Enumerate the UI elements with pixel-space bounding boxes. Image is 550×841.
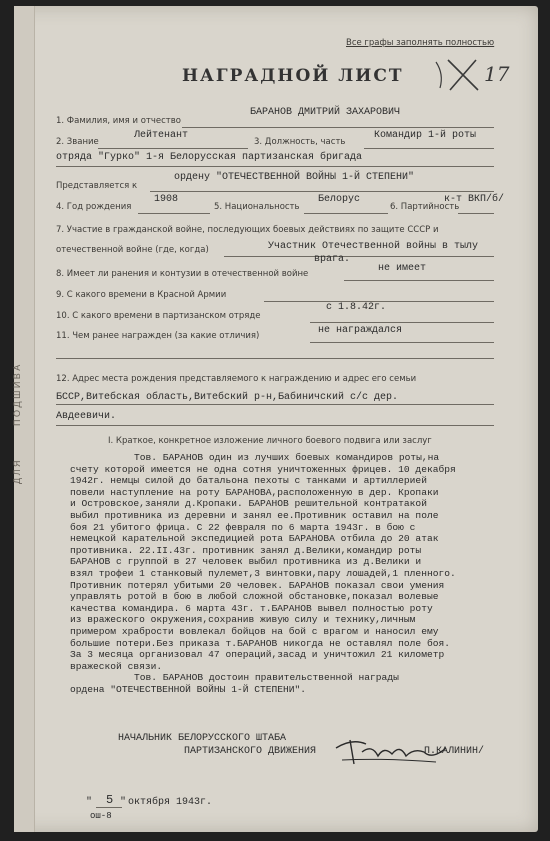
field-value-wounds: не имеет — [378, 263, 427, 274]
field-label-rank: 2. Звание — [56, 137, 99, 147]
field-label-party: 6. Партийность — [390, 202, 460, 212]
margin-vertical-text: П О Д Ш И В А — [12, 364, 22, 426]
field-label-address: 12. Адрес места рождения представляемого к награждению и адрес его семьи — [56, 374, 417, 384]
field-value-address-cont: Авдеевичи. — [56, 411, 117, 422]
field-label-prior-awards: 11. Чем ранее награжден (за какие отличия) — [56, 331, 260, 341]
feat-description — [70, 452, 540, 695]
body-line: Тов. БАРАНОВ достоин правительственной награды — [134, 672, 399, 684]
field-label-nationality: 5. Национальность — [214, 202, 300, 212]
field-value-party: к-т ВКП/б/ — [444, 194, 505, 205]
body-line: вражеской связи. — [70, 660, 163, 672]
body-line: из вражеского окружения,сохранив живую силу и технику,личным — [70, 614, 416, 626]
document-code: ош-8 — [90, 811, 112, 821]
field-value-award: ордену "ОТЕЧЕСТВЕННОЙ ВОЙНЫ 1-Й СТЕПЕНИ" — [174, 172, 415, 183]
field-value-war-participation-cont: врага. — [314, 254, 351, 265]
signature-title-line1: НАЧАЛЬНИК БЕЛОРУССКОГО ШТАБА — [118, 733, 287, 744]
date-quote-close: " — [120, 797, 127, 808]
body-line: выбил противника из деревни и занял ее.Противник оставил на поле — [70, 509, 439, 521]
field-value-partisan-since: с 1.8.42г. — [326, 302, 387, 313]
page-title: НАГРАДНОЙ ЛИСТ — [182, 66, 404, 86]
handwritten-number: 17 — [484, 62, 510, 86]
field-label-war-where: отечественной войне (где, когда) — [56, 245, 209, 255]
body-line: повели наступление на роту БАРАНОВА,расположенную в дер. Кропаки — [70, 486, 439, 498]
field-value-nationality: Белорус — [318, 194, 361, 205]
body-line: БАРАНОВ с группой в 27 человек выбил противника из д.Велики и — [70, 556, 422, 568]
body-line: немецкой карательной экспедицией рота БАРАНОВА отбила до 20 атак — [70, 533, 439, 545]
body-line: счету которой имеется не одна сотня уничтоженных фрицев. 10 декабря — [70, 463, 456, 475]
field-value-unit: отряда "Гурко" 1-я Белорусская партизанская бригада — [56, 152, 363, 163]
section-title: I. Краткое, конкретное изложение личного боевого подвига или заслуг — [108, 436, 432, 446]
body-line: управлять ротой в бою в любой сложной обстановке,показал волевые — [70, 591, 439, 603]
field-label-partisan-since: 10. С какого времени в партизанском отряде — [56, 311, 261, 321]
fill-all-note: Все графы заполнять полностью — [346, 38, 495, 48]
body-line: противника. 22.II.43г. противник занял д.Велики,командир роты — [70, 544, 422, 556]
date-day: 5 — [106, 793, 114, 807]
field-label-wounds: 8. Имеет ли ранения и контузии в отечественной войне — [56, 269, 309, 279]
field-value-position: Командир 1-й роты — [374, 130, 477, 141]
date-quote-open: " — [86, 797, 93, 808]
body-line: и Островское,заняли д.Кропаки. БАРАНОВ решительной контратакой — [70, 498, 427, 510]
field-value-prior-awards: не награждался — [318, 325, 403, 336]
field-value-rank: Лейтенант — [134, 130, 189, 141]
body-line: Противник потерял убитыми 20 человек. БАРАНОВ показал свои умения — [70, 579, 445, 591]
body-line: качества командира. 6 марта 43г. т.БАРАНОВ вывел полностью роту — [70, 602, 433, 614]
date-month-year: октября 1943г. — [128, 797, 213, 808]
body-line: взял трофеи 1 станковый пулемет,3 винтовки,пару лошадей,1 пленного. — [70, 567, 456, 579]
field-value-war-participation: Участник Отечественной войны в тылу — [268, 241, 479, 252]
field-label-award: Представляется к — [56, 181, 138, 191]
body-line: 1942г. немцы силой до батальона пехоты с танками и артиллерией — [70, 475, 427, 487]
field-label-war-participation: 7. Участие в гражданской войне, последующих боевых действиях по защите СССР и — [56, 225, 439, 235]
field-label-birth-year: 4. Год рождения — [56, 202, 132, 212]
binding-margin — [14, 6, 35, 832]
body-line: Тов. БАРАНОВ один из лучших боевых командиров роты,на — [134, 452, 440, 463]
body-line: примером храбрости вовлекал бойцов на бой с врагом и наносил ему — [70, 625, 439, 637]
body-line: боя 21 убитого фрица. С 22 февраля по 6 марта 1943г. в бою с — [70, 521, 416, 533]
field-label-red-army: 9. С какого времени в Красной Армии — [56, 290, 227, 300]
field-value-name: БАРАНОВ ДМИТРИЙ ЗАХАРОВИЧ — [250, 107, 401, 118]
field-label-name: 1. Фамилия, имя и отчество — [56, 116, 181, 126]
signature-name: П.КАЛИНИН/ — [424, 746, 485, 757]
signature-title-line2: ПАРТИЗАНСКОГО ДВИЖЕНИЯ — [184, 746, 317, 757]
body-line: За 3 месяца организовал 47 операций,засад и уничтожил 21 километр — [70, 649, 445, 661]
body-line: большие потери.Без приказа т.БАРАНОВ никогда не оставлял поле боя. — [70, 637, 450, 649]
field-value-address: БССР,Витебская область,Витебский р-н,Бабиничский с/с дер. — [56, 392, 399, 403]
margin-vertical-text-2: Д Л Я — [12, 460, 22, 484]
field-value-birth-year: 1908 — [154, 194, 179, 205]
award-sheet — [14, 6, 538, 832]
body-line: ордена "ОТЕЧЕСТВЕННОЙ ВОЙНЫ 1-Й СТЕПЕНИ". — [70, 683, 307, 695]
field-label-position: 3. Должность, часть — [254, 137, 346, 147]
handwritten-x-mark — [434, 54, 524, 96]
